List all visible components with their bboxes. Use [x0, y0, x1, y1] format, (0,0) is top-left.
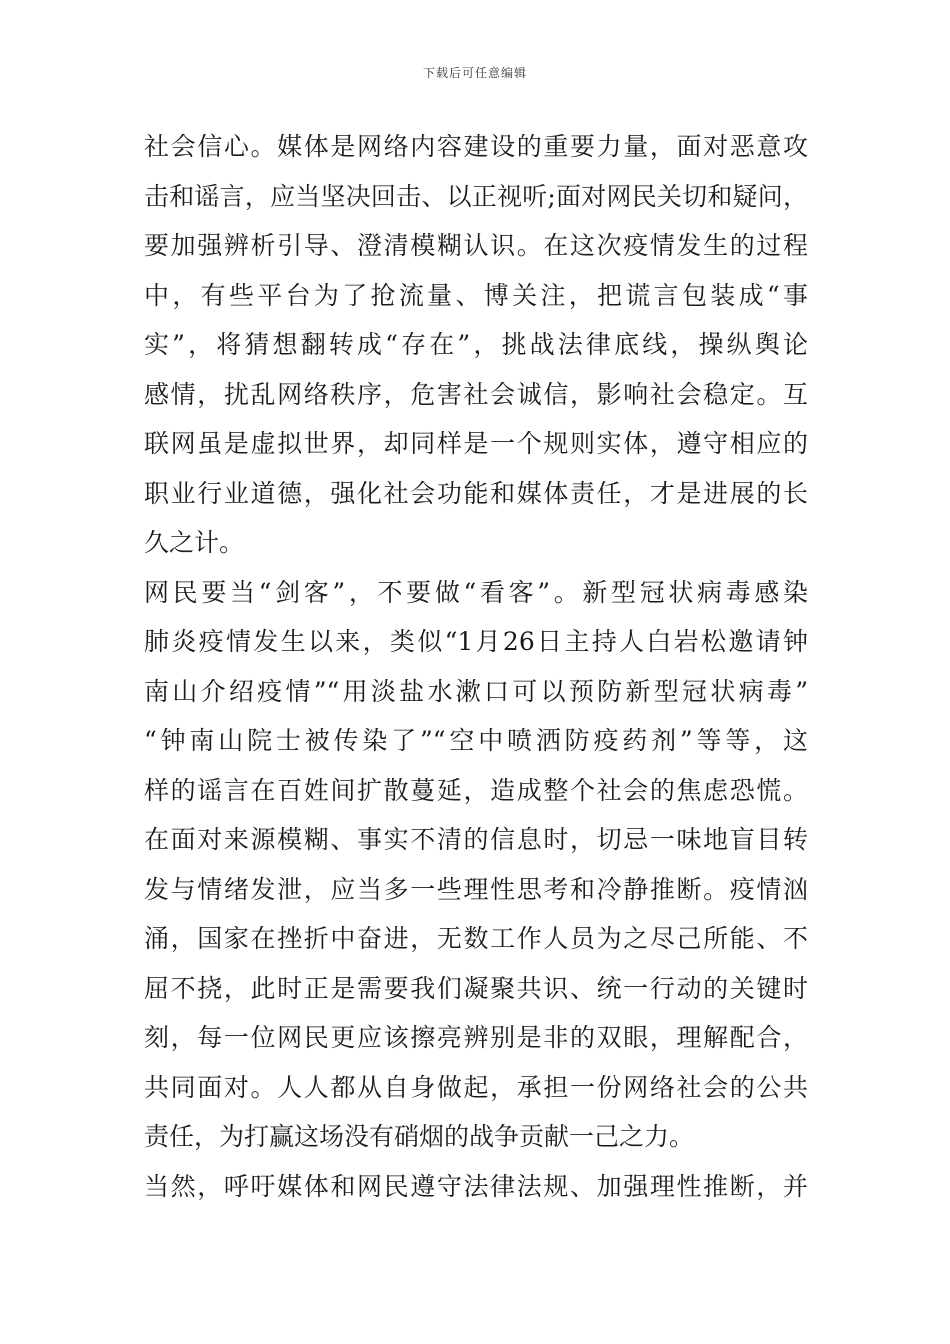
text-line: “钟南山院士被传染了”“空中喷洒防疫药剂”等等，这	[144, 726, 808, 755]
text-line: 社会信心。媒体是网络内容建设的重要力量，面对恶意攻	[144, 132, 808, 161]
text-line: 击和谣言，应当坚决回击、以正视听;面对网民关切和疑问，	[144, 181, 808, 211]
text-line: 在面对来源模糊、事实不清的信息时，切忌一味地盲目转	[144, 825, 808, 854]
text-line: 肺炎疫情发生以来，类似“1月26日主持人白岩松邀请钟	[144, 627, 808, 656]
text-line: 联网虽是虚拟世界，却同样是一个规则实体，遵守相应的	[144, 429, 808, 458]
text-line: 责任，为打赢这场没有硝烟的战争贡献一己之力。	[144, 1122, 695, 1151]
text-line: 要加强辨析引导、澄清模糊认识。在这次疫情发生的过程	[144, 231, 808, 260]
page-header: 下载后可任意编辑	[422, 66, 527, 80]
text-line: 感情，扰乱网络秩序，危害社会诚信，影响社会稳定。互	[144, 379, 808, 409]
text-line: 职业行业道德，强化社会功能和媒体责任，才是进展的长	[144, 478, 808, 508]
text-line: 刻，每一位网民更应该擦亮辨别是非的双眼，理解配合，	[144, 1023, 808, 1052]
text-line: 久之计。	[144, 528, 245, 557]
text-line: 网民要当“剑客”，不要做“看客”。新型冠状病毒感染	[144, 577, 808, 607]
text-line: 实”，将猜想翻转成“存在”，挑战法律底线，操纵舆论	[144, 330, 808, 359]
document-body	[144, 122, 808, 1211]
text-line: 发与情绪发泄，应当多一些理性思考和冷静推断。疫情汹	[144, 874, 808, 904]
text-line: 南山介绍疫情”“用淡盐水漱口可以预防新型冠状病毒”	[144, 676, 808, 706]
text-line: 当然，呼吁媒体和网民遵守法律法规、加强理性推断，并	[144, 1171, 808, 1201]
text-line: 样的谣言在百姓间扩散蔓延，造成整个社会的焦虑恐慌。	[144, 775, 808, 805]
text-line: 中，有些平台为了抢流量、博关注，把谎言包装成“事	[144, 280, 808, 310]
text-line: 涌，国家在挫折中奋进，无数工作人员为之尽己所能、不	[144, 924, 808, 953]
text-line: 共同面对。人人都从自身做起，承担一份网络社会的公共	[144, 1072, 808, 1102]
text-line: 屈不挠，此时正是需要我们凝聚共识、统一行动的关键时	[144, 973, 808, 1003]
